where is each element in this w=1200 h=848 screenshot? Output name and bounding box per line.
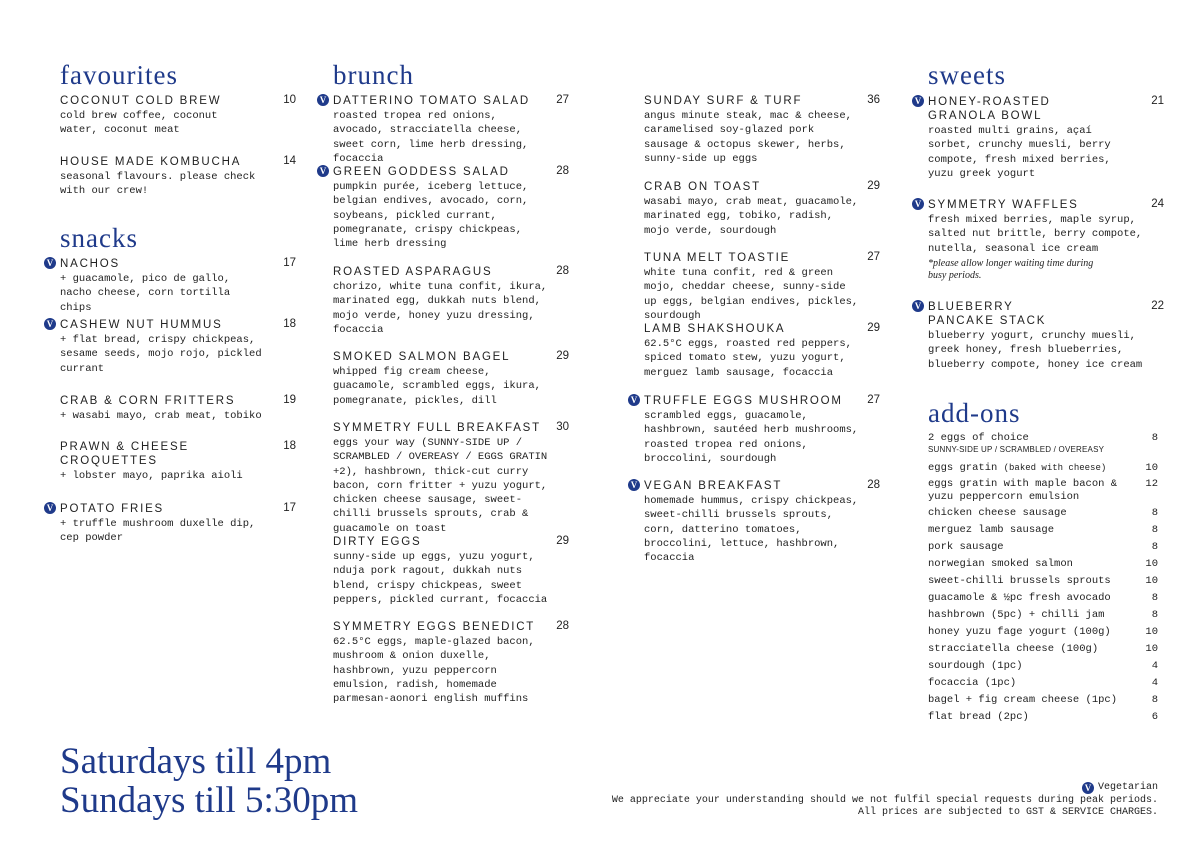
addon-price: 4 [1151, 660, 1158, 672]
menu-item-cashew-nut-hummus [46, 318, 296, 376]
addon-name: sourdough (1pc) [928, 660, 1023, 672]
addon-item [928, 539, 1158, 556]
item-name: POTATO FRIES [60, 503, 165, 515]
addon-item [928, 641, 1158, 658]
item-price: 21 [1151, 95, 1164, 107]
favourites-heading: favourites [60, 60, 178, 90]
addon-name: flat bread (2pc) [928, 711, 1029, 723]
item-description: eggs your way (SUNNY-SIDE UP / SCRAMBLED / OVEREASY / EGGS GRATIN +2), hashbrown, thick-cut curry bacon, corn fritter + yuzu yogurt, chicken cheese sausage, sweet-chilli brussels sprouts, crab & guacamole on toast [333, 437, 548, 535]
addon-name: pork sausage [928, 541, 1004, 553]
vegetarian-icon: V [1082, 782, 1094, 794]
item-description: wasabi mayo, crab meat, guacamole, marinated egg, tobiko, radish, mojo verde, sourdough [644, 196, 859, 237]
addon-item [928, 709, 1158, 726]
vegetarian-icon: V [912, 95, 924, 107]
item-name: TUNA MELT TOASTIE [644, 252, 791, 264]
snacks-heading: snacks [60, 223, 138, 253]
item-description: 62.5°C eggs, maple-glazed bacon, mushroom & onion duxelle, hashbrown, yuzu peppercorn emulsion, radish, homemade parmesan-aonori english muffins [333, 636, 535, 706]
addon-name: guacamole & ½pc fresh avocado [928, 592, 1111, 604]
addon-item [928, 692, 1158, 709]
item-price: 18 [283, 440, 296, 452]
item-description: sunny-side up eggs, yuzu yogurt, nduja pork ragout, dukkah nuts blend, crispy chickpeas, sweet peppers, pickled currant, focaccia [333, 551, 548, 606]
item-name: SUNDAY SURF & TURF [644, 95, 803, 107]
item-name: DIRTY EGGS [333, 536, 422, 548]
item-description: blueberry yogurt, crunchy muesli, greek honey, fresh blueberries, blueberry compote, honey ice cream [928, 330, 1143, 371]
item-name: CRAB & CORN FRITTERS [60, 395, 236, 407]
addon-name: hashbrown (5pc) + chilli jam [928, 609, 1105, 621]
brunch-heading: brunch [333, 60, 414, 90]
menu-item-symmetry-eggs-benedict [333, 620, 569, 706]
menu-item-blueberry-pancake-stack [914, 300, 1164, 372]
item-description: seasonal flavours. please check with our crew! [60, 171, 256, 198]
item-name: CRAB ON TOAST [644, 181, 761, 193]
addon-name: chicken cheese sausage [928, 507, 1067, 519]
addon-name: norwegian smoked salmon [928, 558, 1073, 570]
addon-price: 8 [1151, 609, 1158, 621]
special-requests-note: We appreciate your understanding should we not fulfil special requests during peak periods. [611, 794, 1158, 806]
item-name: LAMB SHAKSHOUKA [644, 323, 786, 335]
item-name: PRAWN & CHEESE CROQUETTES [60, 441, 189, 467]
item-note: *please allow longer waiting time during busy periods. [928, 257, 1094, 281]
addon-item [928, 624, 1158, 641]
item-description: 62.5°C eggs, roasted red peppers, spiced tomato stew, yuzu yogurt, merguez lamb sausage, focaccia [644, 338, 852, 379]
addon-item [928, 556, 1158, 573]
item-description: chorizo, white tuna confit, ikura, marinated egg, dukkah nuts blend, mojo verde, honey yuzu dressing, focaccia [333, 281, 548, 336]
menu-item-sunday-surf-turf [644, 94, 880, 166]
addon-item [928, 505, 1158, 522]
item-description: fresh mixed berries, maple syrup, salted nut brittle, berry compote, nutella, seasonal ice cream [928, 214, 1143, 255]
item-name: SMOKED SALMON BAGEL [333, 351, 511, 363]
addon-price: 8 [1151, 432, 1158, 444]
vegetarian-icon: V [44, 502, 56, 514]
menu-item-vegan-breakfast [630, 479, 880, 565]
item-price: 29 [867, 180, 880, 192]
menu-item-potato-fries [46, 502, 296, 546]
menu-item-honey-roasted-granola-bowl [914, 95, 1164, 181]
addon-price: 8 [1151, 507, 1158, 519]
addon-name: 2 eggs of choice [928, 432, 1029, 444]
opening-hours [60, 742, 358, 820]
item-price: 29 [867, 322, 880, 334]
sweets-heading: sweets [928, 60, 1006, 90]
footer-notes [612, 782, 1158, 820]
item-price: 36 [867, 94, 880, 106]
item-name: CASHEW NUT HUMMUS [60, 319, 223, 331]
addon-name: eggs gratin with maple bacon & yuzu peppercorn emulsion [928, 478, 1118, 503]
addon-subtext: SUNNY-SIDE UP / SCRAMBLED / OVEREASY [928, 445, 1105, 454]
item-price: 14 [283, 155, 296, 167]
vegetarian-icon: V [628, 479, 640, 491]
menu-item-crab-corn-fritters [60, 394, 296, 423]
addon-price: 10 [1145, 575, 1158, 587]
vegetarian-label: Vegetarian [1097, 782, 1158, 793]
addon-item [928, 477, 1158, 505]
addon-name: eggs gratin [928, 462, 998, 474]
addon-subtext: (baked with cheese) [1003, 463, 1107, 473]
item-name: HONEY-ROASTED GRANOLA BOWL [928, 96, 1051, 122]
item-description: + lobster mayo, paprika aioli [60, 470, 243, 482]
item-name: DATTERINO TOMATO SALAD [333, 95, 531, 107]
item-name: SYMMETRY EGGS BENEDICT [333, 621, 536, 633]
addon-price: 8 [1151, 694, 1158, 706]
menu-item-house-made-kombucha [60, 155, 296, 199]
menu-item-roasted-asparagus [333, 265, 569, 337]
item-name: GREEN GODDESS SALAD [333, 166, 510, 178]
addon-name: sweet-chilli brussels sprouts [928, 575, 1111, 587]
vegetarian-icon: V [44, 257, 56, 269]
addon-item [928, 658, 1158, 675]
item-name: VEGAN BREAKFAST [644, 480, 783, 492]
item-name: SYMMETRY WAFFLES [928, 199, 1079, 211]
item-description: homemade hummus, crispy chickpeas, sweet-chilli brussels sprouts, corn, datterino tomatoes, broccolini, lettuce, hashbrown, focaccia [644, 495, 859, 565]
vegetarian-icon: V [44, 318, 56, 330]
item-name: TRUFFLE EGGS MUSHROOM [644, 395, 843, 407]
addon-item [928, 522, 1158, 539]
menu-item-datterino-tomato-salad [319, 94, 569, 166]
item-price: 17 [283, 257, 296, 269]
hours-sunday: Sundays till 5:30pm [60, 780, 359, 821]
addon-price: 10 [1145, 558, 1158, 570]
menu-item-lamb-shakshouka [644, 322, 880, 380]
item-name: HOUSE MADE KOMBUCHA [60, 156, 242, 168]
addon-name: bagel + fig cream cheese (1pc) [928, 694, 1118, 706]
item-description: + truffle mushroom duxelle dip, cep powder [60, 518, 256, 545]
addon-item [928, 432, 1158, 460]
item-price: 28 [556, 165, 569, 177]
addon-price: 6 [1151, 711, 1158, 723]
item-description: roasted tropea red onions, avocado, stracciatella cheese, sweet corn, lime herb dressing, focaccia [333, 110, 529, 165]
item-price: 28 [556, 620, 569, 632]
item-price: 24 [1151, 198, 1164, 210]
item-price: 27 [867, 394, 880, 406]
addon-item [928, 607, 1158, 624]
menu-item-dirty-eggs [333, 535, 569, 607]
menu-item-symmetry-full-breakfast [333, 421, 569, 536]
item-price: 29 [556, 350, 569, 362]
addons-list [928, 432, 1158, 726]
item-price: 17 [283, 502, 296, 514]
item-price: 30 [556, 421, 569, 433]
addon-price: 8 [1151, 541, 1158, 553]
menu-item-tuna-melt-toastie [644, 251, 880, 323]
vegetarian-icon: V [317, 165, 329, 177]
menu-item-symmetry-waffles [914, 198, 1164, 282]
addon-price: 10 [1145, 626, 1158, 638]
item-description: angus minute steak, mac & cheese, caramelised soy-glazed pork sausage & octopus skewer, herbs, sunny-side up eggs [644, 110, 852, 165]
addon-price: 4 [1151, 677, 1158, 689]
addon-price: 12 [1145, 478, 1158, 490]
item-description: pumpkin purée, iceberg lettuce, belgian endives, avocado, corn, soybeans, pickled currant, pomegranate, crispy chickpeas, lime herb dressing [333, 181, 529, 251]
item-name: BLUEBERRY PANCAKE STACK [928, 301, 1047, 327]
addon-item [928, 573, 1158, 590]
item-name: ROASTED ASPARAGUS [333, 266, 493, 278]
item-name: NACHOS [60, 258, 121, 270]
menu-item-prawn-cheese-croquettes [60, 440, 296, 483]
item-price: 28 [867, 479, 880, 491]
addon-name: merguez lamb sausage [928, 524, 1055, 536]
item-description: cold brew coffee, coconut water, coconut meat [60, 110, 218, 137]
item-price: 10 [283, 94, 296, 106]
menu-item-smoked-salmon-bagel [333, 350, 569, 408]
item-price: 27 [867, 251, 880, 263]
addons-heading: add-ons [928, 398, 1021, 428]
vegetarian-icon: V [628, 394, 640, 406]
menu-item-green-goddess-salad [319, 165, 569, 251]
menu-item-crab-on-toast [644, 180, 880, 238]
addon-price: 10 [1145, 643, 1158, 655]
vegetarian-icon: V [912, 300, 924, 312]
item-price: 28 [556, 265, 569, 277]
vegetarian-icon: V [317, 94, 329, 106]
item-name: COCONUT COLD BREW [60, 95, 222, 107]
item-description: white tuna confit, red & green mojo, cheddar cheese, sunny-side up eggs, belgian endives, pickles, sourdough [644, 267, 859, 322]
item-price: 29 [556, 535, 569, 547]
item-description: + flat bread, crispy chickpeas, sesame seeds, mojo rojo, pickled currant [60, 334, 262, 375]
item-description: roasted multi grains, açaí sorbet, crunchy muesli, berry compote, fresh mixed berries, yuzu greek yogurt [928, 125, 1111, 180]
addon-price: 8 [1151, 592, 1158, 604]
item-description: + wasabi mayo, crab meat, tobiko [60, 410, 262, 422]
addon-name: honey yuzu fage yogurt (100g) [928, 626, 1111, 638]
menu-item-truffle-eggs-mushroom [630, 394, 880, 466]
item-name: SYMMETRY FULL BREAKFAST [333, 422, 541, 434]
item-price: 19 [283, 394, 296, 406]
item-price: 18 [283, 318, 296, 330]
item-description: + guacamole, pico de gallo, nacho cheese, corn tortilla chips [60, 273, 231, 314]
item-description: scrambled eggs, guacamole, hashbrown, sautéed herb mushrooms, roasted tropea red onions, broccolini, sourdough [644, 410, 859, 465]
addon-name: stracciatella cheese (100g) [928, 643, 1099, 655]
addon-item [928, 675, 1158, 692]
addon-name: focaccia (1pc) [928, 677, 1017, 689]
menu-item-coconut-cold-brew [60, 94, 296, 138]
vegetarian-legend [1082, 782, 1158, 795]
addon-price: 10 [1145, 462, 1158, 474]
addon-item [928, 460, 1158, 477]
addon-price: 8 [1151, 524, 1158, 536]
menu-item-nachos [46, 257, 296, 315]
item-price: 22 [1151, 300, 1164, 312]
hours-saturday: Saturdays till 4pm [60, 741, 332, 782]
vegetarian-icon: V [912, 198, 924, 210]
item-description: whipped fig cream cheese, guacamole, scrambled eggs, ikura, pomegranate, pickles, dill [333, 366, 541, 407]
addon-item [928, 590, 1158, 607]
charges-note: All prices are subjected to GST & SERVICE CHARGES. [857, 807, 1158, 818]
item-price: 27 [556, 94, 569, 106]
